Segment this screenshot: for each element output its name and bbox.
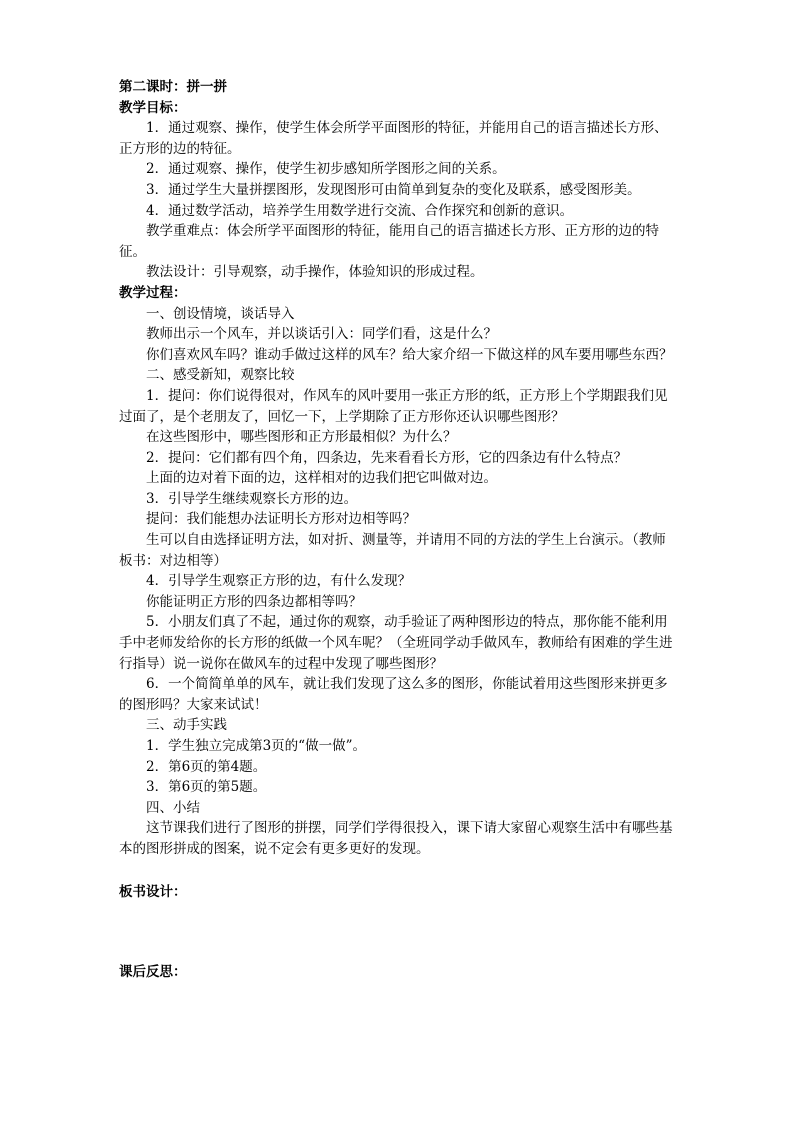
- objective-item: 2．通过观察、操作，使学生初步感知所学图形之间的关系。: [146, 161, 506, 178]
- teaching-method: 教法设计：引导观察，动手操作，体验知识的形成过程。: [146, 264, 484, 281]
- objectives-heading: 教学目标：: [119, 99, 187, 116]
- lesson-title: 第二课时：拼一拼: [119, 79, 227, 95]
- board-design-heading: 板书设计：: [119, 883, 187, 900]
- objective-item: 3．通过学生大量拼摆图形，发现图形可由简单到复杂的变化及联系，感受图形美。: [146, 181, 641, 198]
- process-paragraph: 6．一个简简单单的风车，就让我们发现了这么多的图形，你能试着用这些图形来拼更多的图形吗？大家来试试！: [119, 676, 668, 713]
- process-section-heading: 二、感受新知，观察比较: [146, 367, 295, 384]
- spacer: [119, 902, 677, 962]
- process-section-heading: 一、创设情境，谈话导入: [146, 305, 295, 322]
- process-section-heading: 三、动手实践: [146, 717, 227, 734]
- process-paragraph: 提问：我们能想办法证明长方形对边相等吗？: [146, 511, 416, 528]
- process-paragraph: 你能证明正方形的四条边都相等吗？: [146, 593, 362, 610]
- process-paragraph: 2．提问：它们都有四个角，四条边，先来看看长方形，它的四条边有什么特点？: [146, 449, 628, 466]
- reflection-heading: 课后反思：: [119, 964, 187, 981]
- process-paragraph: 你们喜欢风车吗？谁动手做过这样的风车？给大家介绍一下做这样的风车要用哪些东西？: [146, 346, 673, 363]
- process-paragraph: 生可以自由选择证明方法，如对折、测量等，并请用不同的方法的学生上台演示。（教师板书：对边相等）: [119, 532, 666, 569]
- lesson-plan-page: [119, 77, 677, 983]
- objective-item: 4．通过数学活动，培养学生用数学进行交流、合作探究和创新的意识。: [146, 202, 574, 219]
- process-paragraph: 上面的边对着下面的边，这样相对的边我们把它叫做对边。: [146, 470, 497, 487]
- process-paragraph: 3．引导学生继续观察长方形的边。: [146, 490, 358, 507]
- process-section-heading: 四、小结: [146, 799, 200, 816]
- spacer: [119, 860, 677, 882]
- process-paragraph: 教师出示一个风车，并以谈话引入：同学们看，这是什么？: [146, 326, 497, 343]
- objective-item: 1．通过观察、操作，使学生体会所学平面图形的特征，并能用自己的语言描述长方形、正方形的边的特征。: [119, 120, 668, 157]
- process-heading: 教学过程：: [119, 284, 187, 301]
- process-paragraph: 1．学生独立完成第3页的“做一做”。: [146, 738, 366, 754]
- process-paragraph: 4．引导学生观察正方形的边，有什么发现？: [146, 573, 412, 590]
- process-paragraph: 5．小朋友们真了不起，通过你的观察，动手验证了两种图形边的特点，那你能不能利用手中老师发给你的长方形的纸做一个风车呢？（全班同学动手做风车，教师给有困难的学生进行指导）说一说你在做风车的过程中发现了哪些图形？: [119, 614, 673, 672]
- key-points: 教学重难点：体会所学平面图形的特征，能用自己的语言描述长方形、正方形的边的特征。: [119, 223, 659, 260]
- process-paragraph: 2．第6页的第4题。: [146, 758, 267, 775]
- process-paragraph: 这节课我们进行了图形的拼摆，同学们学得很投入，课下请大家留心观察生活中有哪些基本的图形拼成的图案，说不定会有更多更好的发现。: [119, 820, 673, 857]
- process-paragraph: 3．第6页的第5题。: [146, 779, 267, 796]
- process-paragraph: 1．提问：你们说得很对，作风车的风叶要用一张正方形的纸，正方形上个学期跟我们见过面了，是个老朋友了，回忆一下，上学期除了正方形你还认识哪些图形？: [119, 387, 668, 425]
- process-paragraph: 在这些图形中，哪些图形和正方形最相似？为什么？: [146, 429, 457, 446]
